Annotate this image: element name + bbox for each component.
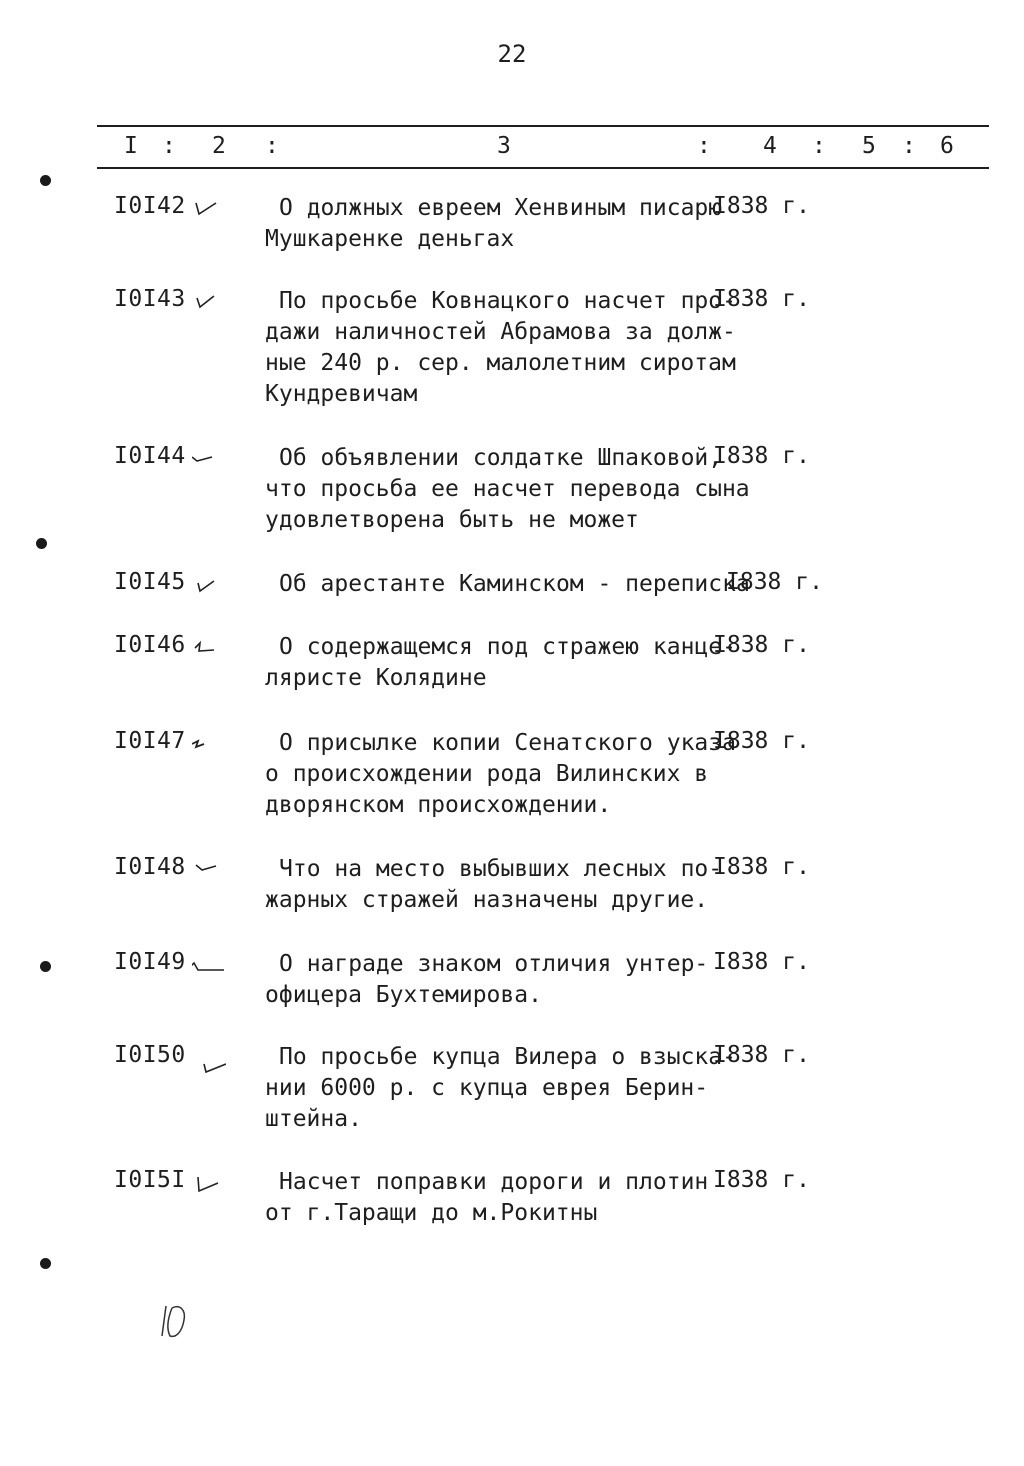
entry-number: I0I42	[114, 193, 186, 219]
entry-line: По просьбе купца Вилера о взыска-	[279, 1044, 736, 1070]
entry-year: I838 г.	[713, 193, 810, 219]
checkmark-icon	[192, 195, 226, 217]
header-separator: :	[902, 133, 916, 159]
entry-line: Что на место выбывших лесных по-	[279, 856, 723, 882]
header-col-3: 3	[497, 133, 511, 159]
header-col-5: 5	[862, 133, 876, 159]
entry-description	[265, 286, 736, 410]
entry-line: ные 240 р. сер. малолетним сиротам	[265, 350, 736, 376]
checkmark-icon	[192, 856, 226, 878]
checkmark-icon	[192, 730, 226, 752]
entry-line: Об объявлении солдатке Шпаковой,	[279, 445, 723, 471]
entry-line: Насчет поправки дороги и плотин	[279, 1169, 709, 1195]
header-col-6: 6	[940, 133, 954, 159]
entry-line: ляристе Колядине	[265, 665, 487, 691]
punch-hole	[36, 538, 47, 549]
entry-line: О присылке копии Сенатского указа	[279, 730, 736, 756]
entry-year: I838 г.	[713, 854, 810, 880]
entry-number: I0I5I	[114, 1167, 186, 1193]
entry-line: По просьбе Ковнацкого насчет про-	[279, 288, 736, 314]
entry-description	[265, 728, 736, 821]
checkmark-icon	[192, 951, 226, 973]
entry-year: I838 г.	[713, 443, 810, 469]
header-separator: :	[162, 133, 176, 159]
header-separator: :	[265, 133, 279, 159]
checkmark-icon	[192, 571, 226, 593]
page-number: 22	[497, 40, 527, 68]
entry-description	[265, 193, 723, 255]
entry-line: о происхождении рода Вилинских в	[265, 761, 709, 787]
entry-number: I0I46	[114, 632, 186, 658]
entry-line: О должных евреем Хенвиным писарю	[279, 195, 723, 221]
entry-number: I0I44	[114, 443, 186, 469]
entry-description	[265, 443, 750, 536]
entry-line: от г.Таращи до м.Рокитны	[265, 1200, 598, 1226]
checkmark-icon	[192, 288, 226, 310]
header-col-2: 2	[212, 133, 226, 159]
entry-line: дажи наличностей Абрамова за долж-	[265, 319, 736, 345]
entry-description	[265, 569, 750, 600]
entry-year: I838 г.	[713, 1167, 810, 1193]
entry-line: О награде знаком отличия унтер-	[279, 951, 709, 977]
checkmark-icon	[192, 1058, 226, 1080]
punch-hole	[40, 175, 51, 186]
header-bottom-rule	[97, 167, 989, 169]
entry-number: I0I43	[114, 286, 186, 312]
entry-description	[265, 1042, 736, 1135]
entry-number: I0I50	[114, 1042, 186, 1068]
entry-line: Кундревичам	[265, 381, 418, 407]
header-separator: :	[697, 133, 711, 159]
entry-line: О содержащемся под стражею канце-	[279, 634, 736, 660]
header-col-1: I	[124, 133, 138, 159]
entry-number: I0I48	[114, 854, 186, 880]
header-top-rule	[97, 125, 989, 127]
checkmark-icon	[192, 1173, 226, 1195]
punch-hole	[40, 961, 51, 972]
entry-number: I0I45	[114, 569, 186, 595]
checkmark-icon	[192, 634, 226, 656]
entry-year: I838 г.	[713, 1042, 810, 1068]
entry-description	[265, 1167, 715, 1229]
entry-line: Мушкаренке деньгах	[265, 226, 515, 252]
punch-hole	[40, 1258, 51, 1269]
header-col-4: 4	[763, 133, 777, 159]
checkmark-icon	[192, 445, 226, 467]
entry-year: I838 г.	[713, 632, 810, 658]
entry-line: Об арестанте Каминском - переписка	[279, 571, 750, 597]
entry-line: жарных стражей назначены другие.	[265, 887, 709, 913]
entry-number: I0I49	[114, 949, 186, 975]
entry-year: I838 г.	[713, 728, 810, 754]
header-separator: :	[812, 133, 826, 159]
entry-line: штейна.	[265, 1106, 362, 1132]
entry-line: удовлетворена быть не может	[265, 507, 639, 533]
entry-description	[265, 854, 723, 916]
entry-year: I838 г.	[713, 949, 810, 975]
entry-description	[265, 949, 715, 1011]
handwritten-note	[158, 1298, 198, 1344]
entry-year: I838 г.	[713, 286, 810, 312]
entry-year: I838 г.	[726, 569, 823, 595]
entry-line: нии 6000 р. с купца еврея Берин-	[265, 1075, 709, 1101]
entry-line: дворянском происхождении.	[265, 792, 612, 818]
entry-line: офицера Бухтемирова.	[265, 982, 542, 1008]
entry-line: что просьба ее насчет перевода сына	[265, 476, 750, 502]
entry-number: I0I47	[114, 728, 186, 754]
entry-description	[265, 632, 736, 694]
